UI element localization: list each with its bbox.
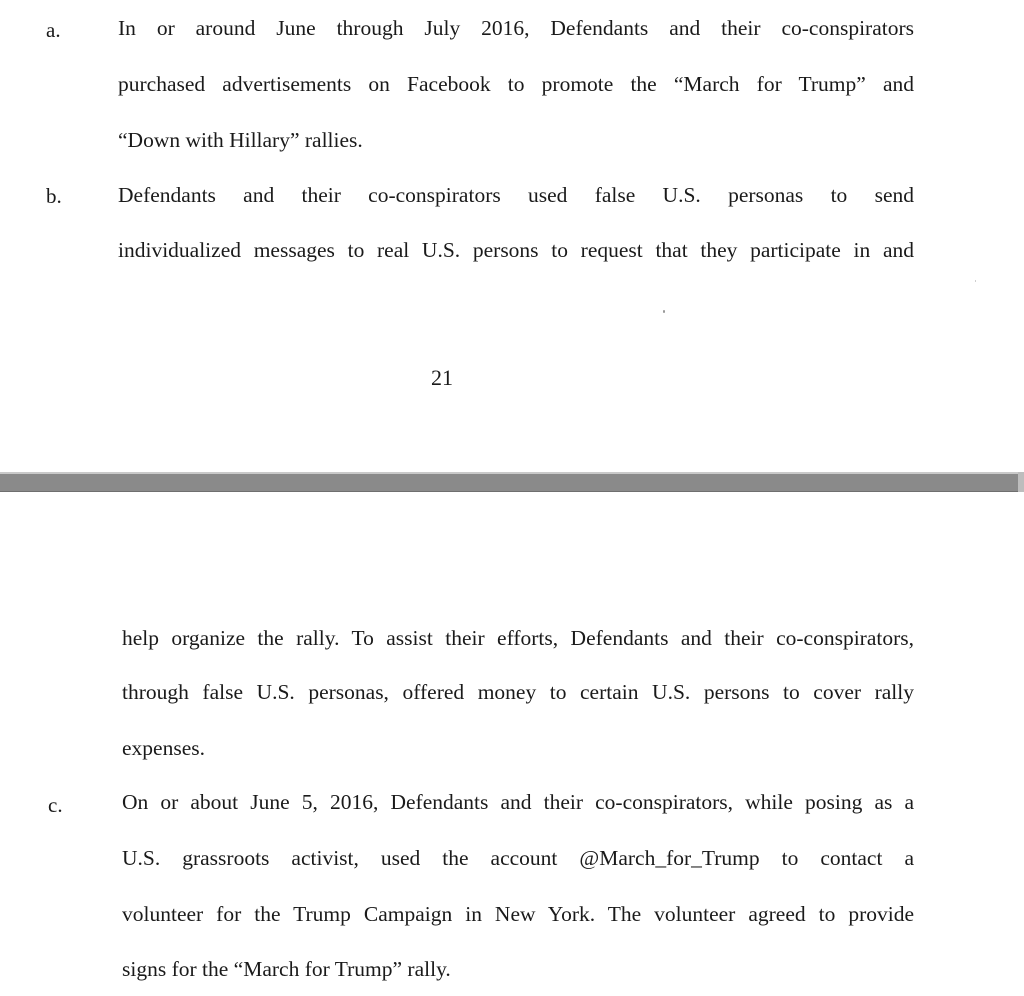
scan-speck [975,280,976,282]
item-a-line-3: “Down with Hillary” rallies. [118,128,363,152]
page-21 [0,0,1024,472]
item-b-line-1: Defendants and their co-conspirators used false U.S. personas to send [118,183,914,207]
item-a-line-1: In or around June through July 2016, Defendants and their co-conspirators [118,16,914,40]
item-letter-a: a. [46,18,61,42]
item-a-line-2: purchased advertisements on Facebook to promote the “March for Trump” and [118,72,914,96]
page-break-divider [0,472,1024,492]
item-c-line-2: U.S. grassroots activist, used the account @March_for_Trump to contact a [122,846,914,870]
item-letter-b: b. [46,184,62,208]
item-c-line-1: On or about June 5, 2016, Defendants and their co-conspirators, while posing as a [122,790,914,814]
continuation-line-2: through false U.S. personas, offered money to certain U.S. persons to cover rally [122,680,914,704]
item-c-line-3: volunteer for the Trump Campaign in New York. The volunteer agreed to provide [122,902,914,926]
item-b-line-2: individualized messages to real U.S. persons to request that they participate in and [118,238,914,262]
page-break-divider-edge [1018,472,1024,492]
item-letter-c: c. [48,793,63,817]
continuation-line-1: help organize the rally. To assist their efforts, Defendants and their co-conspirators, [122,626,914,650]
item-c-line-4: signs for the “March for Trump” rally. [122,957,451,981]
scan-speck [663,310,665,313]
continuation-line-3: expenses. [122,736,205,760]
page-number: 21 [431,365,453,390]
